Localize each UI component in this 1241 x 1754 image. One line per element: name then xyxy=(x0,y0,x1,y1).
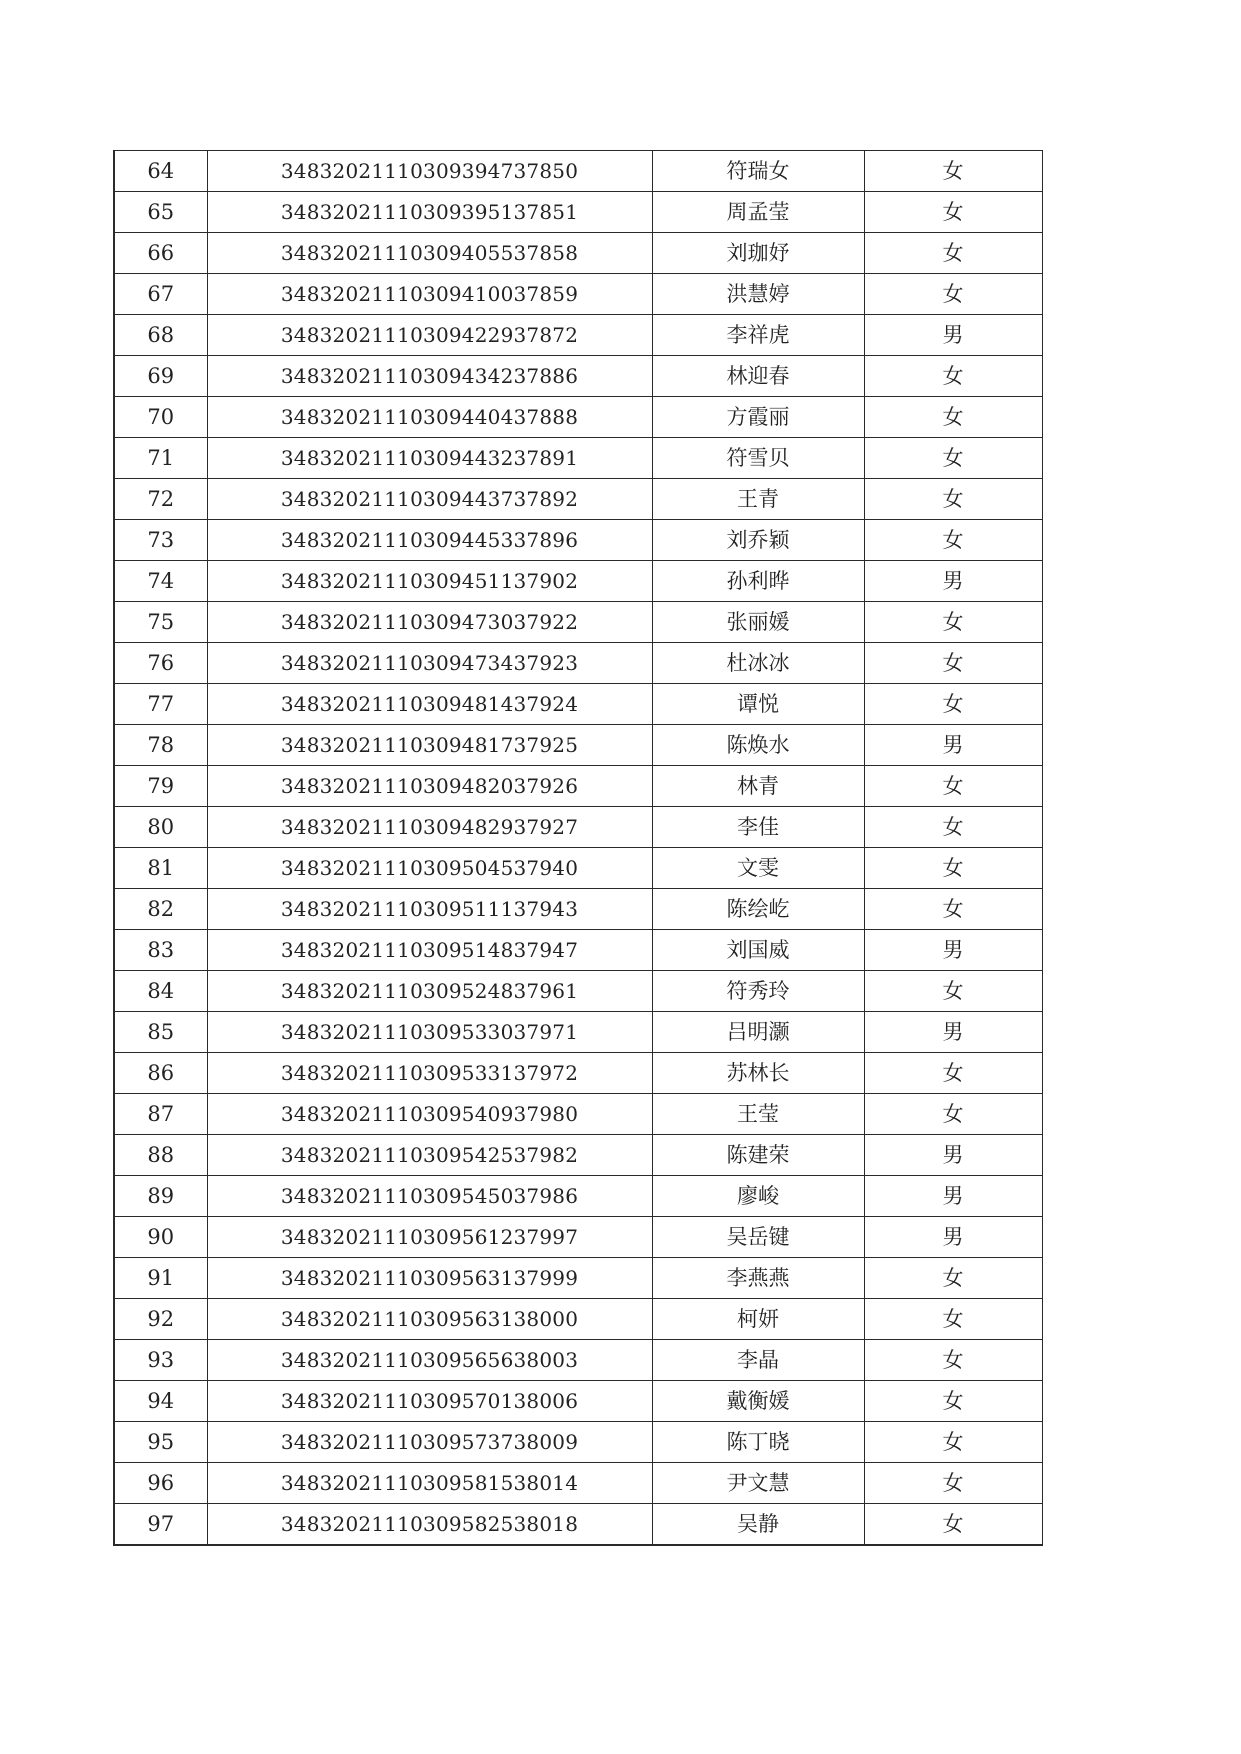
gender-cell: 女 xyxy=(864,1381,1042,1422)
student-name-cell: 符雪贝 xyxy=(652,438,864,479)
registration-id-cell: 34832021110309563138000 xyxy=(207,1299,652,1340)
row-number-cell: 64 xyxy=(114,151,207,192)
roster-table xyxy=(113,150,1043,1546)
gender-cell: 女 xyxy=(864,889,1042,930)
table-row xyxy=(114,1217,1042,1258)
table-row xyxy=(114,643,1042,684)
row-number-cell: 77 xyxy=(114,684,207,725)
table-row xyxy=(114,1258,1042,1299)
gender-cell: 女 xyxy=(864,1340,1042,1381)
student-name-cell: 陈丁晓 xyxy=(652,1422,864,1463)
registration-id-cell: 34832021110309434237886 xyxy=(207,356,652,397)
table-row xyxy=(114,479,1042,520)
table-row xyxy=(114,930,1042,971)
gender-cell: 男 xyxy=(864,315,1042,356)
row-number-cell: 97 xyxy=(114,1504,207,1546)
student-name-cell: 戴衡媛 xyxy=(652,1381,864,1422)
row-number-cell: 67 xyxy=(114,274,207,315)
registration-id-cell: 34832021110309443737892 xyxy=(207,479,652,520)
table-row xyxy=(114,233,1042,274)
table-row xyxy=(114,1381,1042,1422)
table-row xyxy=(114,1135,1042,1176)
row-number-cell: 94 xyxy=(114,1381,207,1422)
registration-id-cell: 34832021110309440437888 xyxy=(207,397,652,438)
student-name-cell: 符秀玲 xyxy=(652,971,864,1012)
row-number-cell: 68 xyxy=(114,315,207,356)
row-number-cell: 74 xyxy=(114,561,207,602)
row-number-cell: 76 xyxy=(114,643,207,684)
gender-cell: 女 xyxy=(864,766,1042,807)
student-name-cell: 尹文慧 xyxy=(652,1463,864,1504)
registration-id-cell: 34832021110309504537940 xyxy=(207,848,652,889)
row-number-cell: 86 xyxy=(114,1053,207,1094)
registration-id-cell: 34832021110309482037926 xyxy=(207,766,652,807)
table-row xyxy=(114,1463,1042,1504)
gender-cell: 女 xyxy=(864,971,1042,1012)
registration-id-cell: 34832021110309511137943 xyxy=(207,889,652,930)
student-name-cell: 王莹 xyxy=(652,1094,864,1135)
gender-cell: 女 xyxy=(864,356,1042,397)
student-name-cell: 苏林长 xyxy=(652,1053,864,1094)
gender-cell: 女 xyxy=(864,233,1042,274)
registration-id-cell: 34832021110309482937927 xyxy=(207,807,652,848)
table-row xyxy=(114,438,1042,479)
student-name-cell: 谭悦 xyxy=(652,684,864,725)
student-name-cell: 洪慧婷 xyxy=(652,274,864,315)
table-row xyxy=(114,561,1042,602)
registration-id-cell: 34832021110309561237997 xyxy=(207,1217,652,1258)
table-row xyxy=(114,1299,1042,1340)
gender-cell: 女 xyxy=(864,684,1042,725)
table-row xyxy=(114,356,1042,397)
registration-id-cell: 34832021110309422937872 xyxy=(207,315,652,356)
registration-id-cell: 34832021110309573738009 xyxy=(207,1422,652,1463)
row-number-cell: 75 xyxy=(114,602,207,643)
row-number-cell: 92 xyxy=(114,1299,207,1340)
row-number-cell: 79 xyxy=(114,766,207,807)
student-name-cell: 吴岳键 xyxy=(652,1217,864,1258)
registration-id-cell: 34832021110309473037922 xyxy=(207,602,652,643)
registration-id-cell: 34832021110309445337896 xyxy=(207,520,652,561)
gender-cell: 女 xyxy=(864,602,1042,643)
gender-cell: 女 xyxy=(864,1258,1042,1299)
table-row xyxy=(114,1053,1042,1094)
row-number-cell: 66 xyxy=(114,233,207,274)
registration-id-cell: 34832021110309405537858 xyxy=(207,233,652,274)
gender-cell: 女 xyxy=(864,520,1042,561)
row-number-cell: 93 xyxy=(114,1340,207,1381)
registration-id-cell: 34832021110309410037859 xyxy=(207,274,652,315)
gender-cell: 女 xyxy=(864,151,1042,192)
table-row xyxy=(114,315,1042,356)
row-number-cell: 70 xyxy=(114,397,207,438)
table-row xyxy=(114,807,1042,848)
student-name-cell: 刘国威 xyxy=(652,930,864,971)
row-number-cell: 85 xyxy=(114,1012,207,1053)
row-number-cell: 71 xyxy=(114,438,207,479)
registration-id-cell: 34832021110309570138006 xyxy=(207,1381,652,1422)
gender-cell: 女 xyxy=(864,397,1042,438)
registration-id-cell: 34832021110309540937980 xyxy=(207,1094,652,1135)
student-name-cell: 吕明灏 xyxy=(652,1012,864,1053)
gender-cell: 女 xyxy=(864,1299,1042,1340)
table-row xyxy=(114,520,1042,561)
gender-cell: 男 xyxy=(864,1012,1042,1053)
registration-id-cell: 34832021110309533137972 xyxy=(207,1053,652,1094)
student-name-cell: 李佳 xyxy=(652,807,864,848)
student-name-cell: 刘乔颖 xyxy=(652,520,864,561)
row-number-cell: 89 xyxy=(114,1176,207,1217)
table-row xyxy=(114,397,1042,438)
gender-cell: 男 xyxy=(864,1217,1042,1258)
row-number-cell: 82 xyxy=(114,889,207,930)
gender-cell: 女 xyxy=(864,1463,1042,1504)
student-name-cell: 刘珈妤 xyxy=(652,233,864,274)
row-number-cell: 65 xyxy=(114,192,207,233)
table-row xyxy=(114,274,1042,315)
registration-id-cell: 34832021110309395137851 xyxy=(207,192,652,233)
gender-cell: 男 xyxy=(864,1176,1042,1217)
gender-cell: 女 xyxy=(864,807,1042,848)
registration-id-cell: 34832021110309451137902 xyxy=(207,561,652,602)
student-name-cell: 李祥虎 xyxy=(652,315,864,356)
table-row xyxy=(114,151,1042,192)
gender-cell: 女 xyxy=(864,1053,1042,1094)
student-name-cell: 李晶 xyxy=(652,1340,864,1381)
registration-id-cell: 34832021110309582538018 xyxy=(207,1504,652,1546)
registration-id-cell: 34832021110309563137999 xyxy=(207,1258,652,1299)
gender-cell: 女 xyxy=(864,479,1042,520)
student-name-cell: 林青 xyxy=(652,766,864,807)
student-name-cell: 王青 xyxy=(652,479,864,520)
row-number-cell: 83 xyxy=(114,930,207,971)
gender-cell: 女 xyxy=(864,1094,1042,1135)
table-row xyxy=(114,1094,1042,1135)
row-number-cell: 72 xyxy=(114,479,207,520)
student-name-cell: 文雯 xyxy=(652,848,864,889)
row-number-cell: 95 xyxy=(114,1422,207,1463)
table-row xyxy=(114,1176,1042,1217)
registration-id-cell: 34832021110309524837961 xyxy=(207,971,652,1012)
gender-cell: 男 xyxy=(864,1135,1042,1176)
student-name-cell: 柯妍 xyxy=(652,1299,864,1340)
student-name-cell: 陈建荣 xyxy=(652,1135,864,1176)
row-number-cell: 90 xyxy=(114,1217,207,1258)
table-row xyxy=(114,684,1042,725)
student-name-cell: 陈焕水 xyxy=(652,725,864,766)
table-row xyxy=(114,1340,1042,1381)
student-name-cell: 林迎春 xyxy=(652,356,864,397)
table-row xyxy=(114,1012,1042,1053)
row-number-cell: 91 xyxy=(114,1258,207,1299)
registration-id-cell: 34832021110309533037971 xyxy=(207,1012,652,1053)
student-name-cell: 李燕燕 xyxy=(652,1258,864,1299)
gender-cell: 女 xyxy=(864,643,1042,684)
table-row xyxy=(114,971,1042,1012)
registration-id-cell: 34832021110309473437923 xyxy=(207,643,652,684)
row-number-cell: 96 xyxy=(114,1463,207,1504)
student-name-cell: 周孟莹 xyxy=(652,192,864,233)
gender-cell: 女 xyxy=(864,438,1042,479)
registration-id-cell: 34832021110309481437924 xyxy=(207,684,652,725)
table-row xyxy=(114,766,1042,807)
student-name-cell: 张丽媛 xyxy=(652,602,864,643)
student-name-cell: 杜冰冰 xyxy=(652,643,864,684)
table-row xyxy=(114,1504,1042,1546)
student-name-cell: 廖峻 xyxy=(652,1176,864,1217)
gender-cell: 女 xyxy=(864,274,1042,315)
registration-id-cell: 34832021110309443237891 xyxy=(207,438,652,479)
gender-cell: 男 xyxy=(864,930,1042,971)
registration-id-cell: 34832021110309481737925 xyxy=(207,725,652,766)
registration-id-cell: 34832021110309565638003 xyxy=(207,1340,652,1381)
student-name-cell: 孙利晔 xyxy=(652,561,864,602)
registration-id-cell: 34832021110309581538014 xyxy=(207,1463,652,1504)
registration-id-cell: 34832021110309514837947 xyxy=(207,930,652,971)
row-number-cell: 73 xyxy=(114,520,207,561)
table-row xyxy=(114,1422,1042,1463)
table-row xyxy=(114,602,1042,643)
student-name-cell: 方霞丽 xyxy=(652,397,864,438)
table-row xyxy=(114,192,1042,233)
row-number-cell: 84 xyxy=(114,971,207,1012)
student-name-cell: 陈绘屹 xyxy=(652,889,864,930)
table-row xyxy=(114,848,1042,889)
registration-id-cell: 34832021110309545037986 xyxy=(207,1176,652,1217)
table-row xyxy=(114,889,1042,930)
roster-table-body xyxy=(114,151,1042,1546)
row-number-cell: 87 xyxy=(114,1094,207,1135)
row-number-cell: 80 xyxy=(114,807,207,848)
table-row xyxy=(114,725,1042,766)
registration-id-cell: 34832021110309394737850 xyxy=(207,151,652,192)
student-name-cell: 吴静 xyxy=(652,1504,864,1546)
student-name-cell: 符瑞女 xyxy=(652,151,864,192)
row-number-cell: 88 xyxy=(114,1135,207,1176)
gender-cell: 男 xyxy=(864,561,1042,602)
row-number-cell: 81 xyxy=(114,848,207,889)
gender-cell: 女 xyxy=(864,848,1042,889)
gender-cell: 女 xyxy=(864,192,1042,233)
gender-cell: 女 xyxy=(864,1422,1042,1463)
gender-cell: 女 xyxy=(864,1504,1042,1546)
row-number-cell: 69 xyxy=(114,356,207,397)
registration-id-cell: 34832021110309542537982 xyxy=(207,1135,652,1176)
gender-cell: 男 xyxy=(864,725,1042,766)
row-number-cell: 78 xyxy=(114,725,207,766)
